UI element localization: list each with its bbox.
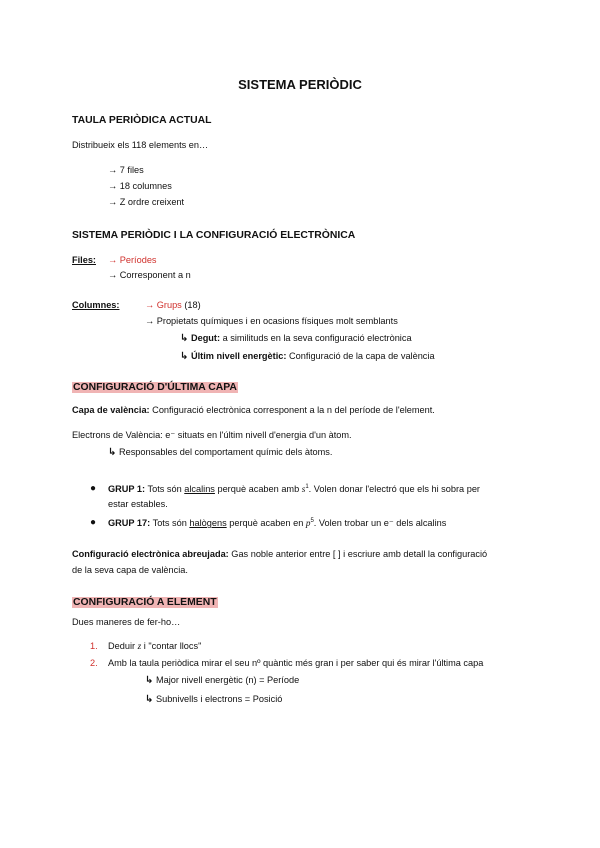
arrow-icon: → — [108, 270, 118, 280]
hook-arrow-icon: ↳ — [145, 694, 154, 705]
responsables-line: ↳ Responsables del comportament químic dels àtoms. — [108, 447, 333, 458]
abreujada-line: Configuració electrònica abreujada: Gas noble anterior entre [ ] i escriure amb detall la configuració — [72, 549, 488, 559]
arrow-icon: → — [108, 181, 118, 191]
section-heading-taula: TAULA PERIÒDICA ACTUAL — [72, 115, 212, 126]
section-heading-configuracio: SISTEMA PERIÒDIC I LA CONFIGURACIÓ ELECTRÒNICA — [72, 230, 356, 241]
grup17-line: GRUP 17: Tots són halògens perquè acaben en $p^5$. Volen trobar un e⁻ dels alcalins — [108, 518, 447, 529]
hook-arrow-icon: ↳ — [180, 333, 189, 344]
bullet-icon: ● — [90, 483, 97, 494]
list-item: → Z ordre creixent — [108, 197, 185, 207]
columnes-value: → Grups (18) — [145, 300, 201, 310]
grup1-line: GRUP 1: Tots són alcalins perquè acaben amb $s^1$. Volen donar l'electró que els hi sobra per — [108, 484, 480, 495]
capa-valencia-line: Capa de valència: Configuració electrònica corresponent a la n del període de l'element. — [72, 405, 435, 415]
list-item: → 7 files — [108, 165, 144, 175]
abreujada-line-2: de la seva capa de valència. — [72, 565, 188, 575]
taula-intro: Distribueix els 118 elements en… — [72, 140, 209, 150]
arrow-icon: → — [108, 255, 118, 265]
files-value: → Períodes — [108, 255, 157, 265]
list-number: 2. — [90, 658, 98, 668]
ultim-line: ↳ Últim nivell energètic: Configuració de la capa de valència — [180, 351, 435, 362]
page-title: SISTEMA PERIÒDIC — [238, 77, 362, 92]
hook-arrow-icon: ↳ — [180, 351, 189, 362]
list-number: 1. — [90, 641, 98, 651]
arrow-icon: → — [145, 316, 155, 326]
arrow-icon: → — [145, 300, 155, 310]
arrow-icon: → — [108, 197, 118, 207]
electrons-line: Electrons de València: e⁻ situats en l'últim nivell d'energia d'un àtom. — [72, 430, 352, 440]
grup1-line-2: estar estables. — [108, 499, 168, 509]
columnes-sub: → Propietats químiques i en ocasions físiques molt semblants — [145, 316, 398, 326]
hook-arrow-icon: ↳ — [145, 675, 154, 686]
list-item: → 18 columnes — [108, 181, 172, 191]
element-sub-1: ↳ Major nivell energètic (n) = Període — [145, 675, 300, 686]
section-heading-element: CONFIGURACIÓ A ELEMENT — [73, 597, 217, 608]
columnes-label: Columnes: — [72, 300, 120, 310]
degut-line: ↳ Degut: a similituds en la seva configuració electrònica — [180, 333, 412, 344]
element-item-1: Deduir z i "contar llocs" — [108, 641, 202, 651]
element-sub-2: ↳ Subnivells i electrons = Posició — [145, 694, 283, 705]
bullet-icon: ● — [90, 517, 97, 528]
files-sub: → Corresponent a n — [108, 270, 191, 280]
hook-arrow-icon: ↳ — [108, 447, 117, 458]
arrow-icon: → — [108, 165, 118, 175]
section-heading-ultima-capa: CONFIGURACIÓ D'ÚLTIMA CAPA — [73, 382, 237, 393]
element-item-2: Amb la taula periòdica mirar el seu nº quàntic més gran i per saber qui és mirar l'última capa — [108, 658, 484, 668]
files-label: Files: — [72, 255, 96, 265]
element-intro: Dues maneres de fer-ho… — [72, 617, 181, 627]
